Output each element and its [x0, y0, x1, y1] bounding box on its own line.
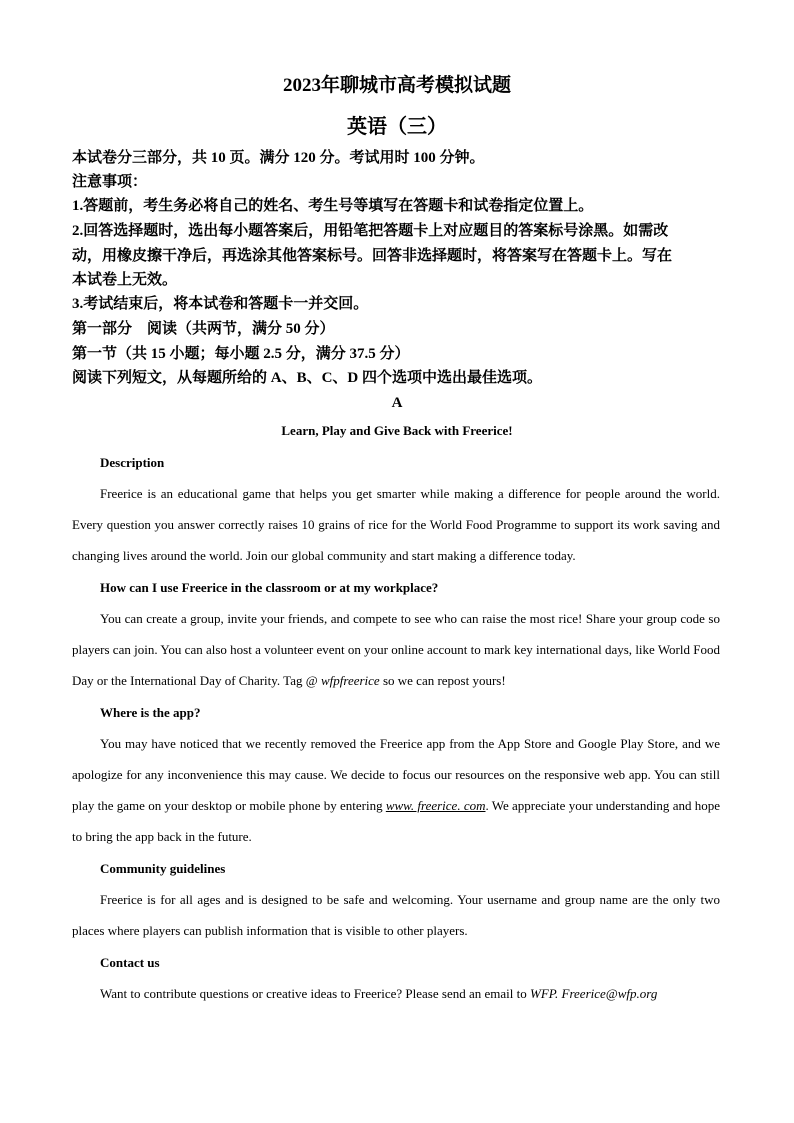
paragraph-contact-text: Want to contribute questions or creative ideas to Freerice? Please send an email to	[100, 986, 530, 1001]
social-tag: wfpfreerice	[320, 673, 380, 688]
notice-item-2-line-3: 本试卷上无效。	[72, 272, 178, 288]
paragraph-description: Freerice is an educational game that helps you get smarter while making a difference for people around the world. Every question you answer correctly raises 10 grains of rice for the World Food Programme to support its work saving and changing lives around the world. Join our global community and start making a difference today.	[72, 486, 720, 563]
heading-description: Description	[100, 455, 165, 470]
heading-classroom: How can I use Freerice in the classroom or at my workplace?	[100, 580, 439, 595]
heading-app: Where is the app?	[100, 705, 201, 720]
paragraph-app	[72, 728, 720, 852]
paragraph-classroom-text-a: You can create a group, invite your friends, and compete to see who can raise the most rice! Share your group code so players can join. You can also host a volunteer event on your online account to mark key international days, like World Food Day or the International Day of Charity. Tag @	[72, 611, 720, 688]
website-link[interactable]: www. freerice. com	[385, 798, 486, 813]
notice-item-2-line-1: 2.回答选择题时，选出每小题答案后，用铅笔把答题卡上对应题目的答案标号涂黑。如需改	[72, 223, 669, 239]
paragraph-app-text-b: . We appreciate your understanding and hope to bring the app back in the future.	[72, 798, 720, 844]
paragraph-classroom	[72, 603, 720, 696]
heading-contact: Contact us	[100, 955, 160, 970]
notice-item-3: 3.考试结束后，将本试卷和答题卡一并交回。	[72, 296, 369, 312]
exam-title: 2023年聊城市高考模拟试题	[282, 75, 511, 96]
exam-intro: 本试卷分三部分，共 10 页。满分 120 分。考试用时 100 分钟。	[72, 150, 485, 166]
paragraph-contact	[72, 978, 720, 1009]
paragraph-app-text-a: You may have noticed that we recently removed the Freerice app from the App Store and Google Play Store, and we apologize for any inconvenience this may cause. We decide to focus our resources on the responsive web app. You can still play the game on your desktop or mobile phone by entering	[72, 736, 720, 813]
heading-guidelines: Community guidelines	[100, 861, 226, 876]
notice-item-1: 1.答题前，考生务必将自己的姓名、考生号等填写在答题卡和试卷指定位置上。	[72, 198, 594, 214]
exam-subtitle: 英语（三）	[347, 116, 447, 138]
notice-label: 注意事项：	[72, 174, 148, 190]
passage-letter: A	[391, 395, 403, 411]
contact-email[interactable]: WFP. Freerice@wfp.org	[529, 986, 658, 1001]
reading-directions: 阅读下列短文，从每题所给的 A、B、C、D 四个选项中选出最佳选项。	[72, 370, 543, 386]
part-heading: 第一部分 阅读（共两节，满分 50 分）	[72, 321, 335, 337]
notice-item-2-line-2: 动，用橡皮擦干净后，再选涂其他答案标号。回答非选择题时，将答案写在答题卡上。写在	[72, 248, 673, 264]
section-heading: 第一节（共 15 小题；每小题 2.5 分，满分 37.5 分）	[72, 346, 410, 362]
passage-title: Learn, Play and Give Back with Freerice!	[281, 423, 513, 438]
paragraph-guidelines: Freerice is for all ages and is designed to be safe and welcoming. Your username and group name are the only two places where players can publish information that is visible to other players.	[72, 892, 720, 938]
paragraph-classroom-text-b: so we can repost yours!	[379, 673, 506, 688]
